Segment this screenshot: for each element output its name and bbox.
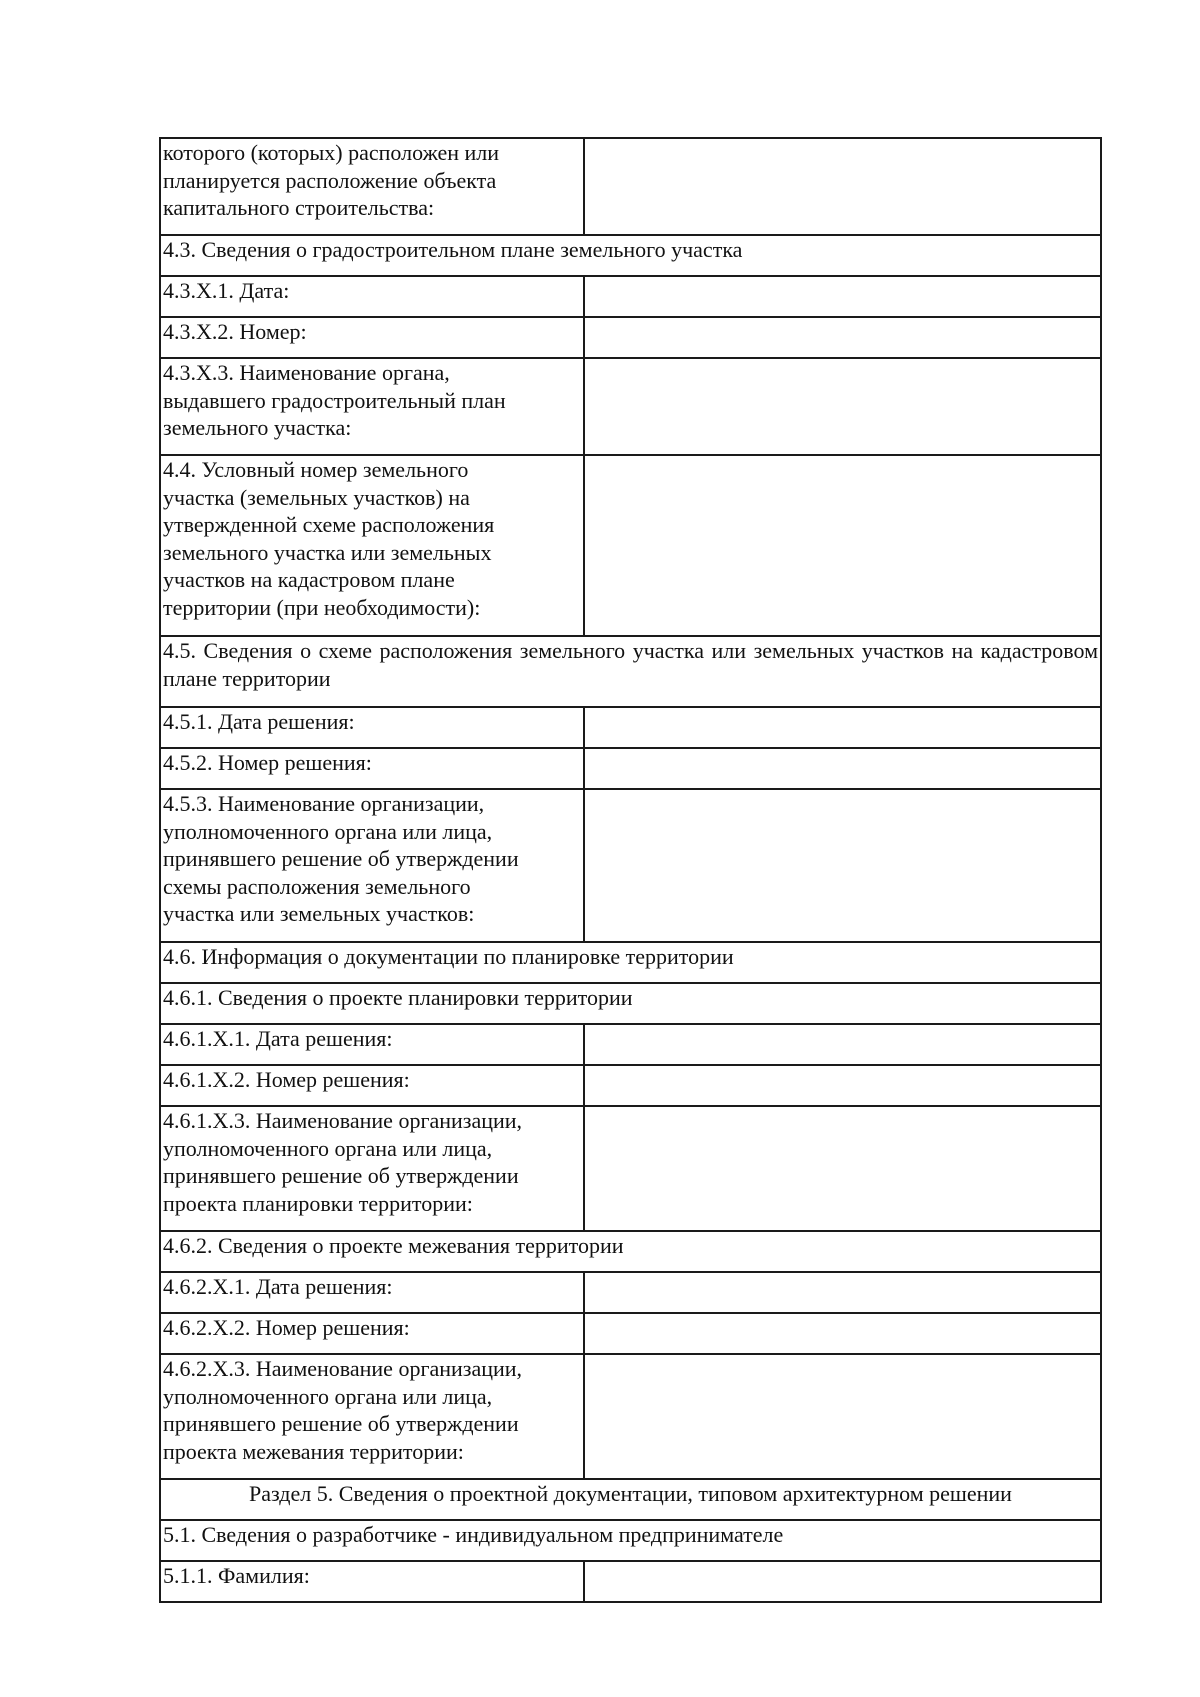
field-label-cell bbox=[160, 789, 584, 942]
field-label: 4.5.3. Наименование организации, уполномоченного органа или лица, принявшего решение об утверждении схемы расположения земельного участка или земельных участков: bbox=[163, 791, 519, 926]
field-value-cell[interactable] bbox=[584, 1024, 1101, 1065]
field-label: 4.6.2.Х.3. Наименование организации, уполномоченного органа или лица, принявшего решение об утверждении проекта межевания территории: bbox=[163, 1356, 523, 1464]
form-row bbox=[160, 1272, 1101, 1313]
form-row bbox=[160, 1520, 1101, 1561]
field-label-cell bbox=[160, 748, 584, 789]
application-form-table bbox=[159, 137, 1102, 1603]
field-label: которого (которых) расположен или планируется расположение объекта капитального строительства: bbox=[163, 140, 500, 220]
form-row bbox=[160, 1354, 1101, 1479]
form-row bbox=[160, 1106, 1101, 1231]
section-heading bbox=[160, 1479, 1101, 1520]
field-value-cell[interactable] bbox=[584, 1272, 1101, 1313]
form-row bbox=[160, 1024, 1101, 1065]
field-label: 4.5.1. Дата решения: bbox=[163, 709, 355, 734]
field-value-cell[interactable] bbox=[584, 358, 1101, 455]
form-row bbox=[160, 789, 1101, 942]
form-row bbox=[160, 276, 1101, 317]
field-value-cell[interactable] bbox=[584, 276, 1101, 317]
form-row bbox=[160, 1231, 1101, 1272]
heading-text: 4.6.2. Сведения о проекте межевания территории bbox=[163, 1233, 624, 1258]
heading-text: 5.1. Сведения о разработчике - индивидуальном предпринимателе bbox=[163, 1522, 784, 1547]
field-label-cell bbox=[160, 1354, 584, 1479]
form-row bbox=[160, 317, 1101, 358]
heading-text: 4.6. Информация о документации по планировке территории bbox=[163, 944, 734, 969]
field-label-cell bbox=[160, 1024, 584, 1065]
heading-text: 4.3. Сведения о градостроительном плане земельного участка bbox=[163, 237, 743, 262]
field-label: 4.5.2. Номер решения: bbox=[163, 750, 372, 775]
field-value-cell[interactable] bbox=[584, 1106, 1101, 1231]
field-label-cell bbox=[160, 1313, 584, 1354]
heading-text: Раздел 5. Сведения о проектной документации, типовом архитектурном решении bbox=[249, 1481, 1012, 1506]
field-label-cell bbox=[160, 1272, 584, 1313]
field-label-cell bbox=[160, 276, 584, 317]
form-row bbox=[160, 1561, 1101, 1602]
subsection-heading bbox=[160, 983, 1101, 1024]
form-row bbox=[160, 1479, 1101, 1520]
subsection-heading bbox=[160, 1231, 1101, 1272]
field-label: 4.3.Х.3. Наименование органа, выдавшего градостроительный план земельного участка: bbox=[163, 360, 506, 440]
form-row bbox=[160, 235, 1101, 276]
form-row bbox=[160, 1313, 1101, 1354]
field-label-cell bbox=[160, 1561, 584, 1602]
subsection-heading bbox=[160, 942, 1101, 983]
form-table-body bbox=[160, 138, 1101, 1602]
field-label-cell bbox=[160, 455, 584, 636]
field-label: 4.6.1.Х.1. Дата решения: bbox=[163, 1026, 393, 1051]
field-value-cell[interactable] bbox=[584, 1065, 1101, 1106]
field-label: 5.1.1. Фамилия: bbox=[163, 1563, 310, 1588]
form-row bbox=[160, 707, 1101, 748]
form-row bbox=[160, 983, 1101, 1024]
field-label-cell bbox=[160, 317, 584, 358]
field-label: 4.6.1.Х.2. Номер решения: bbox=[163, 1067, 410, 1092]
heading-text: 4.6.1. Сведения о проекте планировки территории bbox=[163, 985, 633, 1010]
subsection-heading bbox=[160, 1520, 1101, 1561]
field-label: 4.3.Х.2. Номер: bbox=[163, 319, 307, 344]
field-label-cell bbox=[160, 707, 584, 748]
field-value-cell[interactable] bbox=[584, 1354, 1101, 1479]
field-value-cell[interactable] bbox=[584, 1561, 1101, 1602]
form-row bbox=[160, 636, 1101, 707]
form-row bbox=[160, 748, 1101, 789]
form-row bbox=[160, 455, 1101, 636]
field-value-cell[interactable] bbox=[584, 455, 1101, 636]
form-row bbox=[160, 358, 1101, 455]
form-row bbox=[160, 942, 1101, 983]
form-row bbox=[160, 138, 1101, 235]
field-label-cell bbox=[160, 138, 584, 235]
field-value-cell[interactable] bbox=[584, 748, 1101, 789]
field-label-cell bbox=[160, 1065, 584, 1106]
form-row bbox=[160, 1065, 1101, 1106]
subsection-heading bbox=[160, 235, 1101, 276]
field-label-cell bbox=[160, 358, 584, 455]
field-label-cell bbox=[160, 1106, 584, 1231]
subsection-heading bbox=[160, 636, 1101, 707]
heading-text: 4.5. Сведения о схеме расположения земельного участка или земельных участков на кадастровом плане территории bbox=[163, 638, 1098, 691]
field-label: 4.4. Условный номер земельного участка (земельных участков) на утвержденной схеме расположения земельного участка или земельных участков на кадастровом плане территории (при необходимости): bbox=[163, 457, 495, 620]
field-value-cell[interactable] bbox=[584, 789, 1101, 942]
field-label: 4.6.2.Х.2. Номер решения: bbox=[163, 1315, 410, 1340]
field-label: 4.6.2.Х.1. Дата решения: bbox=[163, 1274, 393, 1299]
field-value-cell[interactable] bbox=[584, 317, 1101, 358]
field-label: 4.3.Х.1. Дата: bbox=[163, 278, 290, 303]
field-value-cell[interactable] bbox=[584, 1313, 1101, 1354]
field-label: 4.6.1.Х.3. Наименование организации, уполномоченного органа или лица, принявшего решение об утверждении проекта планировки территории: bbox=[163, 1108, 523, 1216]
field-value-cell[interactable] bbox=[584, 707, 1101, 748]
field-value-cell[interactable] bbox=[584, 138, 1101, 235]
